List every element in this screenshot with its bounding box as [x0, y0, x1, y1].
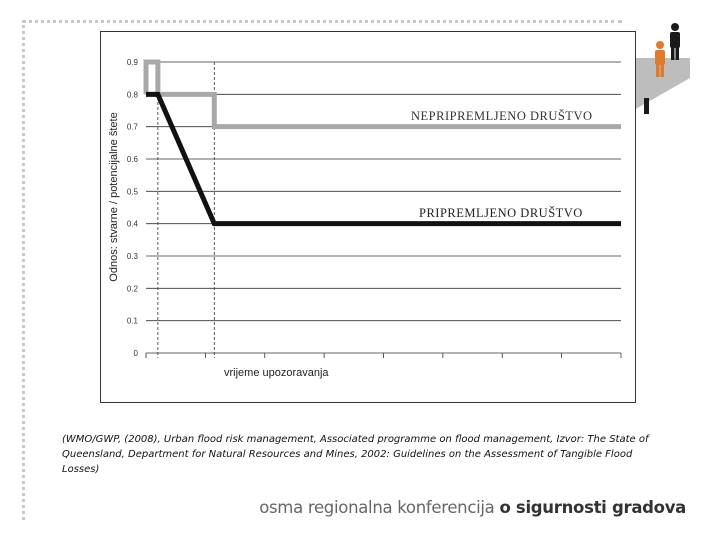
- chart-svg: [101, 32, 635, 402]
- y-tick-label: 0.7: [126, 122, 138, 132]
- chart-x-ticks: [146, 353, 621, 358]
- chart-y-ticks: [127, 58, 139, 358]
- y-axis-label: Odnos: stvarne / potencijalne štete: [108, 112, 120, 282]
- citation-text: (WMO/GWP, (2008), Urban flood risk management, Associated programme on flood management, Izvor: The State of Queensland, Department for Natural Resources and Mines, 2002: Guidelines on the Assessment of Tangible Flood Losses): [62, 434, 649, 475]
- y-tick-label: 0: [133, 349, 138, 358]
- x-axis-label: vrijeme upozoravanja: [224, 367, 329, 379]
- y-tick-label: 0.8: [126, 90, 138, 100]
- dark-bar-decoration: [644, 98, 649, 114]
- chart-series: [146, 62, 621, 224]
- y-tick-label: 0.6: [126, 155, 138, 164]
- frame-left-border: [22, 20, 25, 520]
- series-label-prepared: PRIPREMLJENO DRUŠTVO: [419, 206, 583, 220]
- chart-container: [100, 31, 636, 403]
- y-tick-label: 0.3: [126, 252, 138, 261]
- footer-bold: o sigurnosti gradova: [499, 498, 686, 517]
- frame-top-border: [22, 20, 622, 23]
- y-tick-label: 0.2: [126, 284, 138, 294]
- footer-prefix: osma regionalna konferencija: [259, 498, 500, 517]
- y-tick-label: 0.9: [126, 58, 138, 67]
- y-tick-label: 0.4: [126, 219, 138, 229]
- y-tick-label: 0.1: [126, 316, 138, 326]
- y-tick-label: 0.5: [126, 187, 138, 197]
- series-label-unprepared: NEPRIPREMLJENO DRUŠTVO: [411, 109, 593, 123]
- footer-conference-title: [259, 498, 686, 517]
- person-dark-icon: [670, 23, 680, 60]
